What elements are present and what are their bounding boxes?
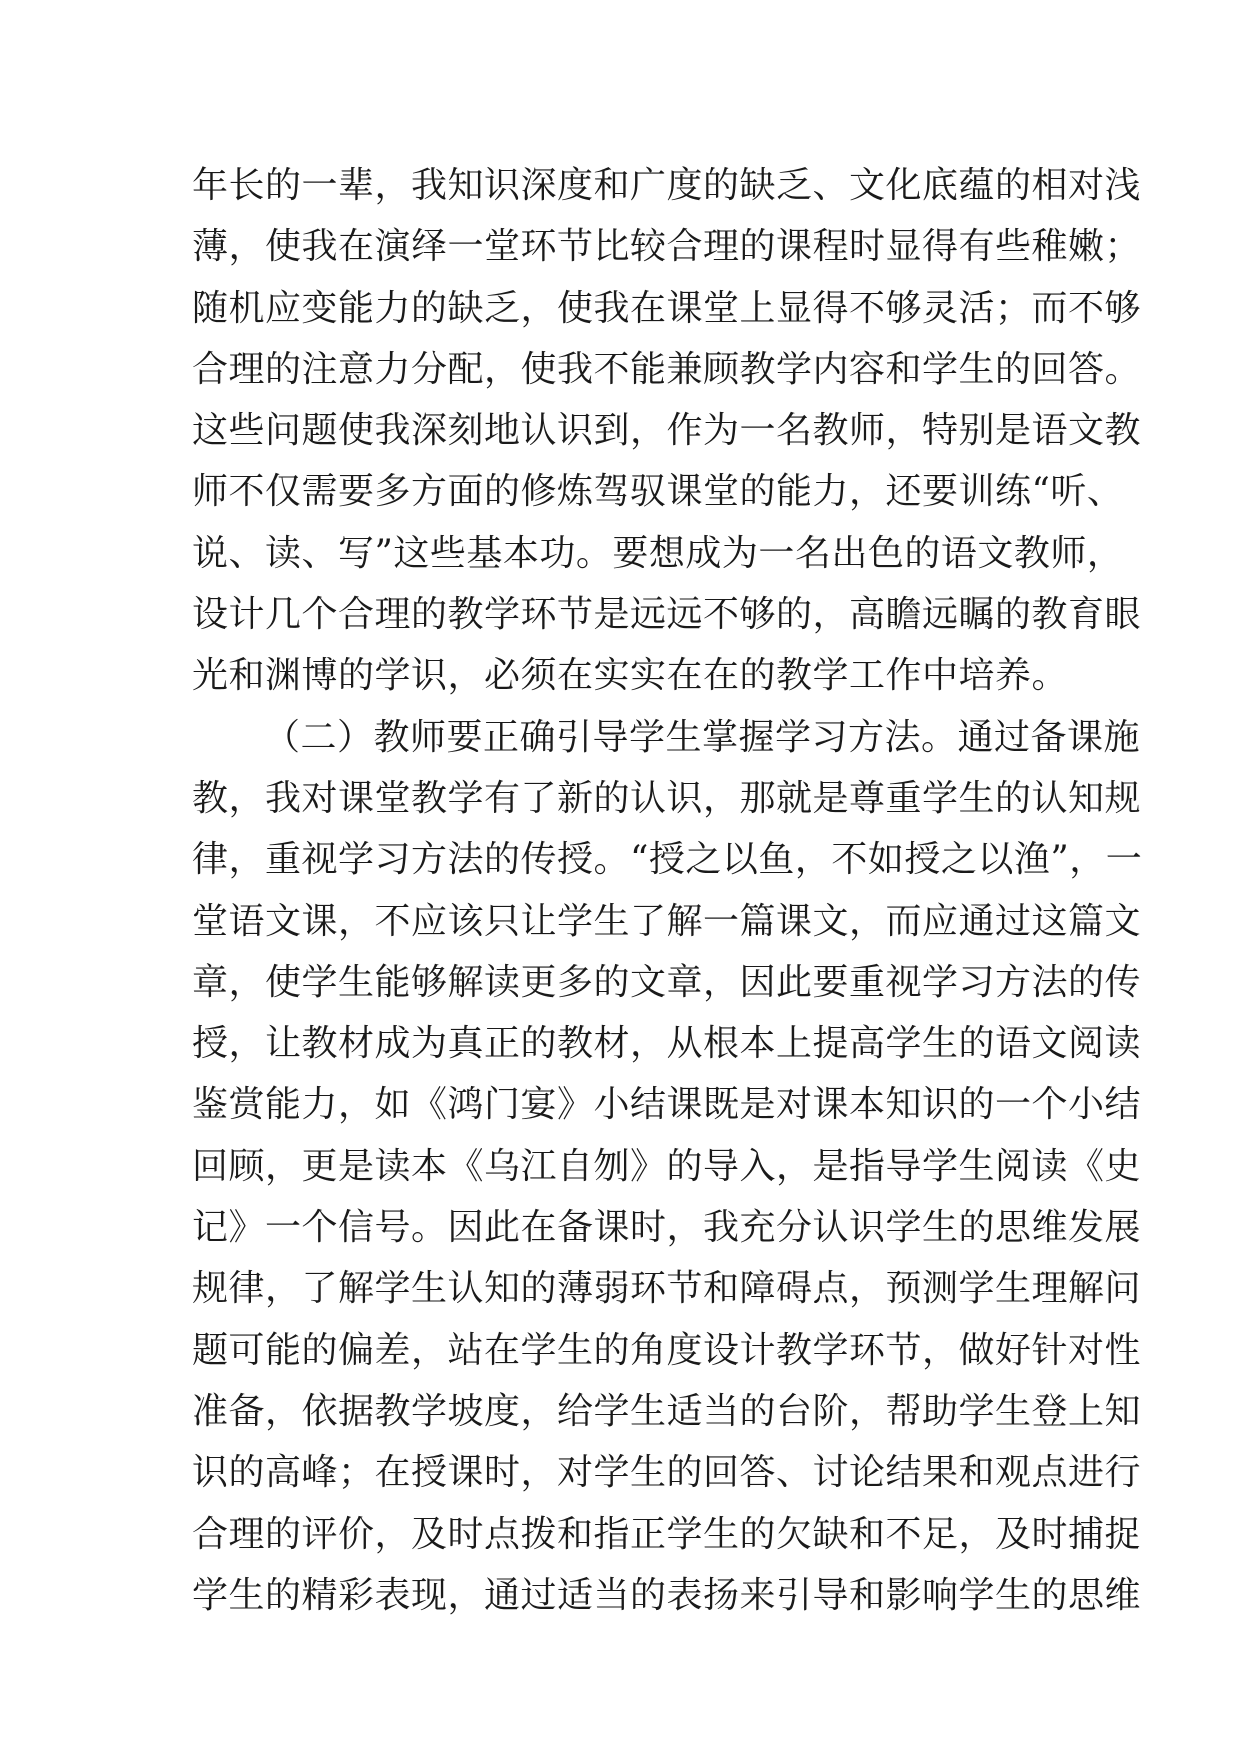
text-line: 师不仅需要多方面的修炼驾驭课堂的能力，还要训练“听、 bbox=[192, 471, 1124, 513]
text-line: 合理的评价，及时点拨和指正学生的欠缺和不足，及时捕捉 bbox=[192, 1513, 1142, 1555]
text-line: 光和渊博的学识，必须在实实在在的教学工作中培养。 bbox=[192, 655, 1069, 697]
text-line: 这些问题使我深刻地认识到，作为一名教师，特别是语文教 bbox=[192, 410, 1142, 452]
text-line: 识的高峰；在授课时，对学生的回答、讨论结果和观点进行 bbox=[192, 1452, 1142, 1494]
text-line: 鉴赏能力，如《鸿门宴》小结课既是对课本知识的一个小结 bbox=[192, 1084, 1142, 1126]
text-line: 年长的一辈，我知识深度和广度的缺乏、文化底蕴的相对浅 bbox=[192, 165, 1142, 206]
text-line: 回顾，更是读本《乌江自刎》的导入，是指导学生阅读《史 bbox=[192, 1145, 1142, 1187]
body-text bbox=[192, 155, 1143, 1626]
text-line: 律，重视学习方法的传授。“授之以鱼，不如授之以渔”，一 bbox=[192, 839, 1143, 881]
section-heading-line: （二）教师要正确引导学生掌握学习方法。通过备课施 bbox=[264, 716, 1141, 758]
text-line: 薄，使我在演绎一堂环节比较合理的课程时显得有些稚嫩； bbox=[192, 226, 1142, 268]
text-line: 教，我对课堂教学有了新的认识，那就是尊重学生的认知规 bbox=[192, 777, 1142, 819]
text-line: 堂语文课，不应该只让学生了解一篇课文，而应通过这篇文 bbox=[192, 900, 1142, 942]
text-line: 学生的精彩表现，通过适当的表扬来引导和影响学生的思维 bbox=[192, 1574, 1142, 1616]
text-line: 授，让教材成为真正的教材，从根本上提高学生的语文阅读 bbox=[192, 1023, 1142, 1065]
text-line: 记》一个信号。因此在备课时，我充分认识学生的思维发展 bbox=[192, 1207, 1142, 1249]
text-line: 设计几个合理的教学环节是远远不够的，高瞻远瞩的教育眼 bbox=[192, 594, 1142, 636]
text-line: 合理的注意力分配，使我不能兼顾教学内容和学生的回答。 bbox=[192, 348, 1142, 390]
text-line: 规律，了解学生认知的薄弱环节和障碍点，预测学生理解问 bbox=[192, 1268, 1142, 1310]
text-line: 随机应变能力的缺乏，使我在课堂上显得不够灵活；而不够 bbox=[192, 287, 1142, 329]
text-line: 章，使学生能够解读更多的文章，因此要重视学习方法的传 bbox=[192, 961, 1142, 1003]
text-line: 说、读、写”这些基本功。要想成为一名出色的语文教师， bbox=[192, 532, 1124, 574]
text-line: 题可能的偏差，站在学生的角度设计教学环节，做好针对性 bbox=[192, 1329, 1142, 1371]
text-line: 准备，依据教学坡度，给学生适当的台阶，帮助学生登上知 bbox=[192, 1390, 1142, 1432]
